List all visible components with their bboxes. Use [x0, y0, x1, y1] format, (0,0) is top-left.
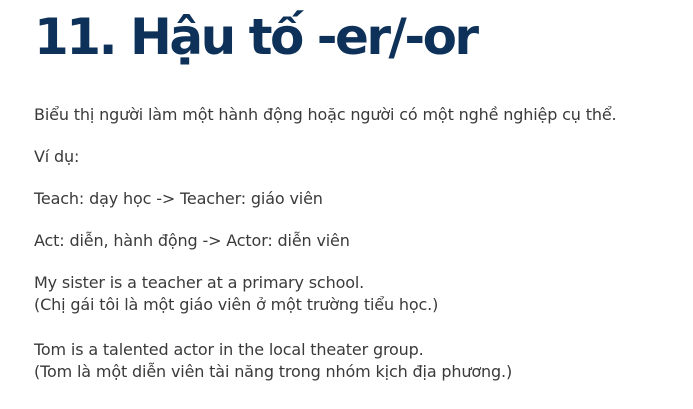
- example-label: Ví dụ:: [34, 147, 80, 166]
- sentence-translation: (Tom là một diễn viên tài năng trong nhóm kịch địa phương.): [34, 362, 513, 381]
- example-sentence-actor: [34, 339, 512, 383]
- definition-paragraph: Biểu thị người làm một hành động hoặc người có một nghề nghiệp cụ thể.: [34, 105, 617, 124]
- sentence-translation: (Chị gái tôi là một giáo viên ở một trường tiểu học.): [34, 295, 439, 314]
- section-heading: 11. Hậu tố -er/-or: [34, 8, 477, 66]
- example-sentence-teacher: [34, 272, 438, 316]
- sentence-english: Tom is a talented actor in the local theater group.: [34, 340, 424, 359]
- sentence-english: My sister is a teacher at a primary school.: [34, 273, 365, 292]
- example-teach: Teach: dạy học -> Teacher: giáo viên: [34, 189, 323, 208]
- example-act: Act: diễn, hành động -> Actor: diễn viên: [34, 231, 350, 250]
